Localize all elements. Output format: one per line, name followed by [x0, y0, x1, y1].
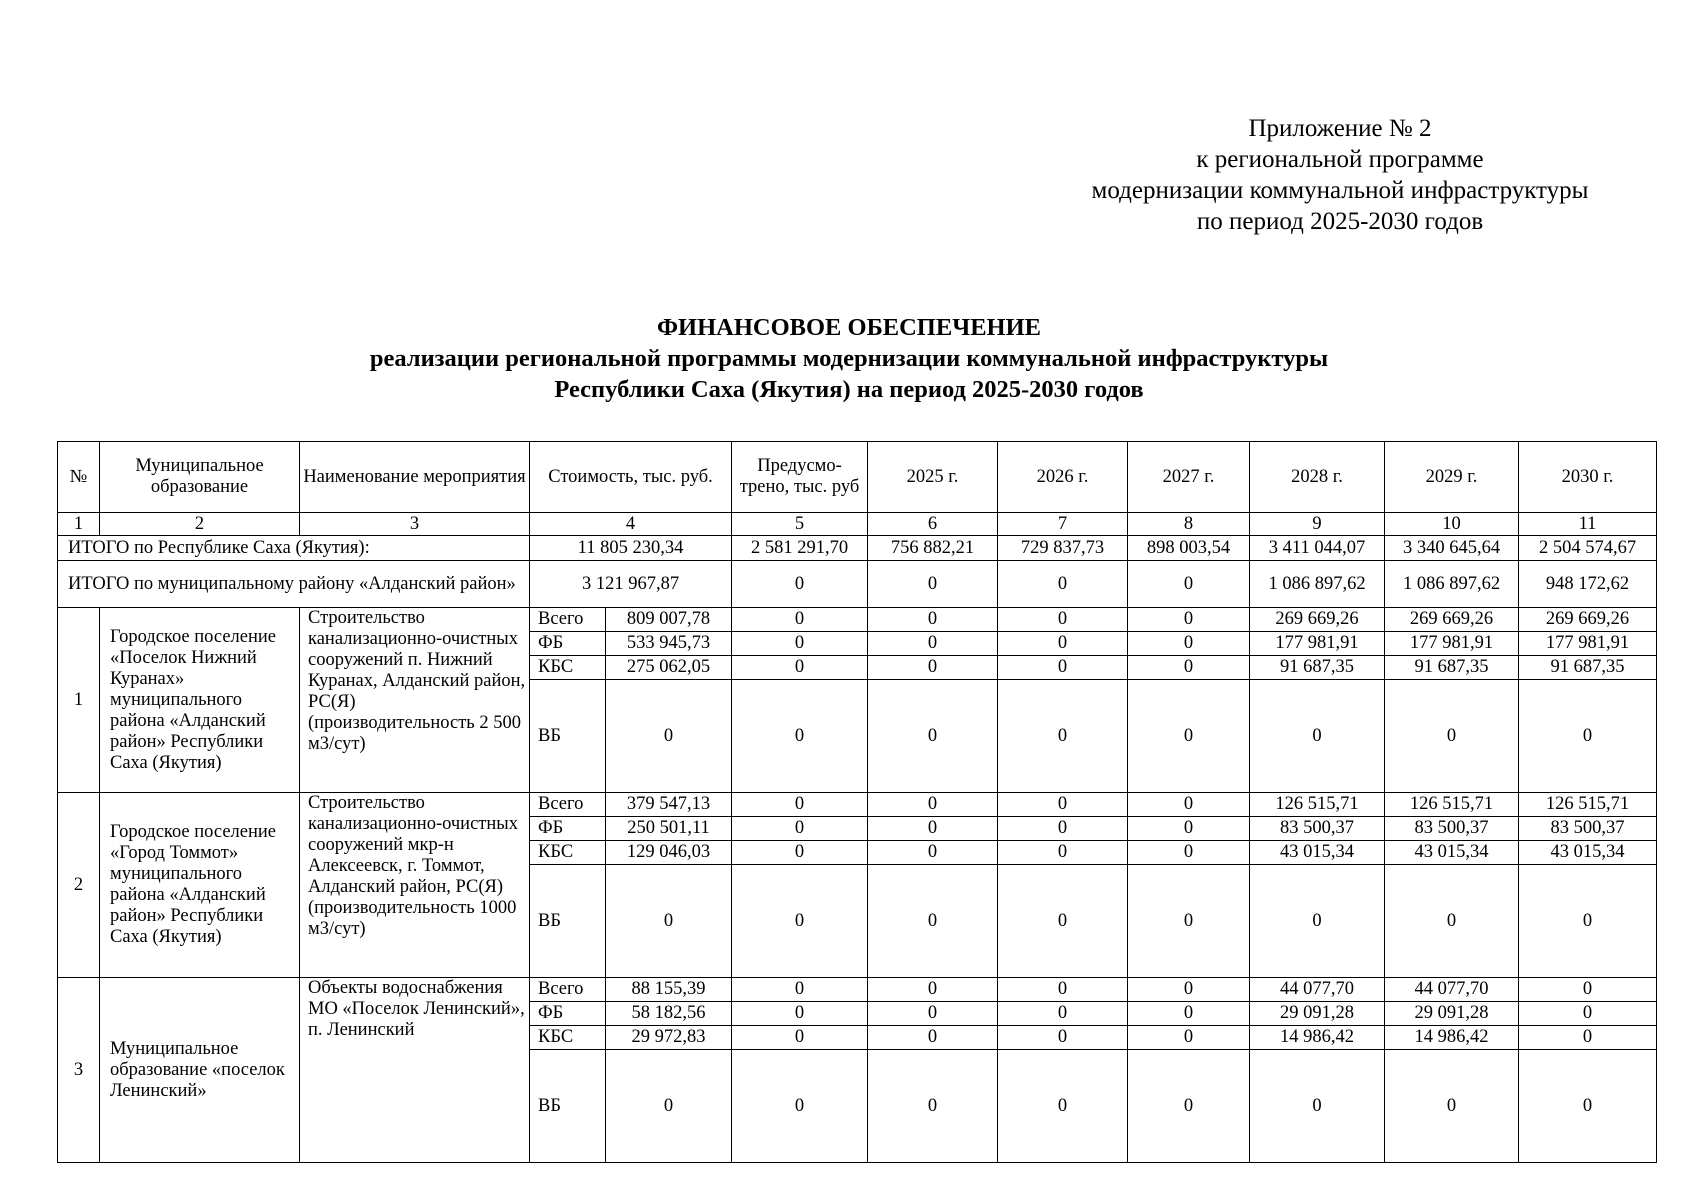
value-cell: 0 — [868, 865, 998, 978]
value-cell: 275 062,05 — [606, 656, 732, 680]
project-group — [58, 608, 1657, 793]
value-cell: 0 — [998, 680, 1128, 793]
value-cell: 88 155,39 — [606, 978, 732, 1002]
value-cell: 29 091,28 — [1250, 1002, 1385, 1026]
value-cell: 91 687,35 — [1250, 656, 1385, 680]
total-value: 0 — [868, 561, 998, 608]
value-cell: 177 981,91 — [1250, 632, 1385, 656]
funding-source: КБС — [530, 841, 606, 865]
funding-source: Всего — [530, 793, 606, 817]
value-cell: 14 986,42 — [1385, 1026, 1519, 1050]
value-cell: 0 — [732, 632, 868, 656]
value-cell: 379 547,13 — [606, 793, 732, 817]
header-cell: Наименование мероприятия — [300, 442, 530, 513]
value-cell: 0 — [998, 793, 1128, 817]
funding-source: КБС — [530, 1026, 606, 1050]
value-cell: 269 669,26 — [1250, 608, 1385, 632]
value-cell: 0 — [998, 608, 1128, 632]
value-cell: 126 515,71 — [1385, 793, 1519, 817]
column-number: 3 — [300, 513, 530, 536]
total-value: 3 340 645,64 — [1385, 536, 1519, 561]
header-cell: 2025 г. — [868, 442, 998, 513]
column-number: 10 — [1385, 513, 1519, 536]
value-cell: 0 — [1128, 632, 1250, 656]
value-cell: 83 500,37 — [1385, 817, 1519, 841]
total-value: 0 — [1128, 561, 1250, 608]
value-cell: 0 — [732, 680, 868, 793]
value-cell: 0 — [1519, 1026, 1657, 1050]
value-cell: 29 972,83 — [606, 1026, 732, 1050]
value-cell: 58 182,56 — [606, 1002, 732, 1026]
value-cell: 0 — [1519, 865, 1657, 978]
value-cell: 0 — [1128, 608, 1250, 632]
value-cell: 0 — [868, 817, 998, 841]
value-cell: 269 669,26 — [1519, 608, 1657, 632]
funding-source: ФБ — [530, 632, 606, 656]
total-value: 11 805 230,34 — [530, 536, 732, 561]
total-value: 3 121 967,87 — [530, 561, 732, 608]
value-cell: 0 — [998, 656, 1128, 680]
funding-source: Всего — [530, 978, 606, 1002]
funding-source: КБС — [530, 656, 606, 680]
column-number: 6 — [868, 513, 998, 536]
activity-cell: Строительство канализационно-очистных сооружений мкр-н Алексеевск, г. Томмот, Алданский район, РС(Я) (производительность 1000 м3/сут) — [300, 793, 530, 978]
value-cell: 0 — [732, 817, 868, 841]
value-cell: 0 — [1250, 865, 1385, 978]
column-number: 5 — [732, 513, 868, 536]
value-cell: 0 — [868, 841, 998, 865]
column-number-row — [58, 513, 1657, 536]
title-line: реализации региональной программы модернизации коммунальной инфраструктуры — [369, 345, 1329, 372]
total-value: 2 504 574,67 — [1519, 536, 1657, 561]
value-cell: 0 — [998, 865, 1128, 978]
funding-source: ФБ — [530, 1002, 606, 1026]
funding-source: ВБ — [530, 680, 606, 793]
value-cell: 0 — [732, 865, 868, 978]
column-number: 2 — [100, 513, 300, 536]
value-cell: 0 — [868, 978, 998, 1002]
table-header-row — [58, 442, 1657, 513]
column-number: 9 — [1250, 513, 1385, 536]
table-row — [58, 978, 1657, 1002]
value-cell: 177 981,91 — [1385, 632, 1519, 656]
document-title — [0, 312, 1698, 405]
value-cell: 129 046,03 — [606, 841, 732, 865]
table-row — [58, 793, 1657, 817]
value-cell: 0 — [732, 1050, 868, 1163]
value-cell: 0 — [732, 608, 868, 632]
value-cell: 0 — [868, 656, 998, 680]
value-cell: 0 — [732, 841, 868, 865]
funding-source: Всего — [530, 608, 606, 632]
column-number: 8 — [1128, 513, 1250, 536]
value-cell: 0 — [998, 841, 1128, 865]
header-cell: 2026 г. — [998, 442, 1128, 513]
value-cell: 0 — [1250, 680, 1385, 793]
value-cell: 44 077,70 — [1250, 978, 1385, 1002]
value-cell: 43 015,34 — [1385, 841, 1519, 865]
title-line: ФИНАНСОВОЕ ОБЕСПЕЧЕНИЕ — [657, 314, 1041, 341]
value-cell: 0 — [1128, 817, 1250, 841]
header-cell: 2030 г. — [1519, 442, 1657, 513]
title-line: Республики Саха (Якутия) на период 2025-2030 годов — [554, 376, 1144, 403]
project-group — [58, 793, 1657, 978]
financing-table — [57, 441, 1657, 1163]
total-label: ИТОГО по Республике Саха (Якутия): — [58, 536, 530, 561]
column-number: 1 — [58, 513, 100, 536]
total-value: 0 — [998, 561, 1128, 608]
total-value: 898 003,54 — [1128, 536, 1250, 561]
value-cell: 44 077,70 — [1385, 978, 1519, 1002]
value-cell: 177 981,91 — [1519, 632, 1657, 656]
municipality-cell: Городское поселение «Поселок Нижний Куранах» муниципального района «Алданский район» Республики Саха (Якутия) — [100, 608, 300, 793]
value-cell: 0 — [1128, 978, 1250, 1002]
header-cell: 2029 г. — [1385, 442, 1519, 513]
value-cell: 0 — [1385, 1050, 1519, 1163]
value-cell: 809 007,78 — [606, 608, 732, 632]
header-cell: 2027 г. — [1128, 442, 1250, 513]
activity-cell: Объекты водоснабжения МО «Поселок Ленинский», п. Ленинский — [300, 978, 530, 1163]
project-number: 2 — [58, 793, 100, 978]
value-cell: 14 986,42 — [1250, 1026, 1385, 1050]
project-group — [58, 978, 1657, 1163]
value-cell: 0 — [732, 793, 868, 817]
value-cell: 0 — [868, 608, 998, 632]
header-cell: Стоимость, тыс. руб. — [530, 442, 732, 513]
value-cell: 0 — [998, 817, 1128, 841]
header-cell: Предусмо-трено, тыс. руб — [732, 442, 868, 513]
value-cell: 0 — [1128, 1026, 1250, 1050]
value-cell: 0 — [1128, 841, 1250, 865]
total-row-district — [58, 561, 1657, 608]
value-cell: 269 669,26 — [1385, 608, 1519, 632]
header-cell: Муниципальное образование — [100, 442, 300, 513]
column-number: 4 — [530, 513, 732, 536]
value-cell: 0 — [732, 656, 868, 680]
value-cell: 0 — [998, 1050, 1128, 1163]
total-row-republic — [58, 536, 1657, 561]
value-cell: 0 — [868, 1026, 998, 1050]
municipality-cell: Городское поселение «Город Томмот» муниципального района «Алданский район» Республики Саха (Якутия) — [100, 793, 300, 978]
total-value: 948 172,62 — [1519, 561, 1657, 608]
value-cell: 43 015,34 — [1250, 841, 1385, 865]
value-cell: 0 — [1128, 1002, 1250, 1026]
value-cell: 0 — [868, 680, 998, 793]
value-cell: 0 — [732, 978, 868, 1002]
value-cell: 0 — [868, 1002, 998, 1026]
value-cell: 0 — [606, 865, 732, 978]
total-value: 1 086 897,62 — [1250, 561, 1385, 608]
value-cell: 0 — [606, 1050, 732, 1163]
value-cell: 0 — [1519, 680, 1657, 793]
header-cell: № — [58, 442, 100, 513]
value-cell: 0 — [732, 1002, 868, 1026]
appendix-block — [1040, 113, 1640, 237]
total-value: 1 086 897,62 — [1385, 561, 1519, 608]
activity-cell: Строительство канализационно-очистных сооружений п. Нижний Куранах, Алданский район, РС(Я) (производительность 2 500 м3/сут) — [300, 608, 530, 793]
funding-source: ВБ — [530, 865, 606, 978]
funding-source: ВБ — [530, 1050, 606, 1163]
total-value: 756 882,21 — [868, 536, 998, 561]
total-value: 2 581 291,70 — [732, 536, 868, 561]
total-value: 3 411 044,07 — [1250, 536, 1385, 561]
value-cell: 83 500,37 — [1250, 817, 1385, 841]
value-cell: 250 501,11 — [606, 817, 732, 841]
total-value: 0 — [732, 561, 868, 608]
value-cell: 0 — [1519, 1050, 1657, 1163]
column-number: 7 — [998, 513, 1128, 536]
appendix-line: по период 2025-2030 годов — [1196, 208, 1484, 235]
value-cell: 0 — [868, 793, 998, 817]
municipality-cell: Муниципальное образование «поселок Ленинский» — [100, 978, 300, 1163]
appendix-line: модернизации коммунальной инфраструктуры — [1091, 177, 1589, 204]
value-cell: 0 — [998, 632, 1128, 656]
value-cell: 91 687,35 — [1519, 656, 1657, 680]
funding-source: ФБ — [530, 817, 606, 841]
value-cell: 83 500,37 — [1519, 817, 1657, 841]
value-cell: 0 — [1519, 978, 1657, 1002]
value-cell: 0 — [998, 1026, 1128, 1050]
value-cell: 0 — [1128, 680, 1250, 793]
value-cell: 0 — [1385, 865, 1519, 978]
appendix-line: к региональной программе — [1196, 146, 1484, 173]
value-cell: 0 — [998, 978, 1128, 1002]
total-label: ИТОГО по муниципальному району «Алданский район» — [58, 561, 530, 608]
value-cell: 126 515,71 — [1250, 793, 1385, 817]
project-number: 1 — [58, 608, 100, 793]
value-cell: 0 — [732, 1026, 868, 1050]
value-cell: 533 945,73 — [606, 632, 732, 656]
project-number: 3 — [58, 978, 100, 1163]
value-cell: 0 — [1385, 680, 1519, 793]
appendix-line: Приложение № 2 — [1248, 115, 1432, 142]
value-cell: 0 — [606, 680, 732, 793]
value-cell: 0 — [1128, 1050, 1250, 1163]
value-cell: 29 091,28 — [1385, 1002, 1519, 1026]
value-cell: 0 — [1128, 865, 1250, 978]
value-cell: 0 — [1250, 1050, 1385, 1163]
header-cell: 2028 г. — [1250, 442, 1385, 513]
value-cell: 0 — [1519, 1002, 1657, 1026]
value-cell: 0 — [868, 1050, 998, 1163]
table-row — [58, 608, 1657, 632]
value-cell: 43 015,34 — [1519, 841, 1657, 865]
value-cell: 0 — [998, 1002, 1128, 1026]
column-number: 11 — [1519, 513, 1657, 536]
total-value: 729 837,73 — [998, 536, 1128, 561]
value-cell: 91 687,35 — [1385, 656, 1519, 680]
value-cell: 126 515,71 — [1519, 793, 1657, 817]
value-cell: 0 — [1128, 793, 1250, 817]
value-cell: 0 — [1128, 656, 1250, 680]
value-cell: 0 — [868, 632, 998, 656]
